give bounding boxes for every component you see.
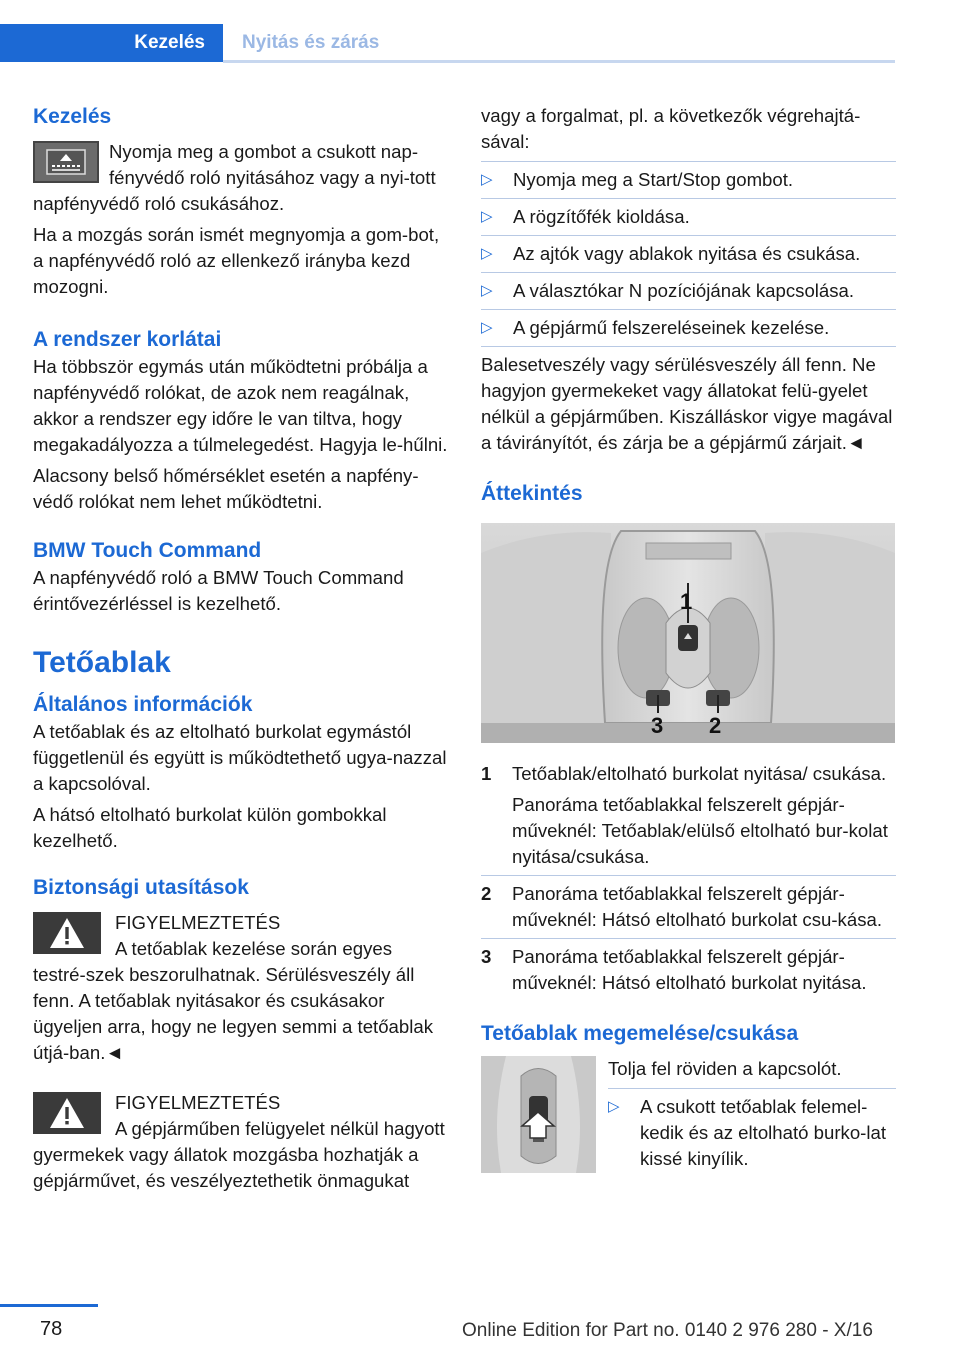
triangle-bullet-icon: ▷ [481, 319, 493, 336]
edition-note: Online Edition for Part no. 0140 2 976 280 - X/16 [462, 1320, 873, 1341]
list-item-text: A rögzítőfék kioldása. [513, 206, 690, 227]
warning-1-text: A tetőablak kezelése során egyes testré‐szek beszorulhatnak. Sérülésveszély áll fenn. A tetőablak nyitásakor és csukásakor ügyeljen arra, hogy ne legyen semmi a tetőablak útjá‐ban.◄ [33, 938, 434, 1063]
biztonsagi-heading: Biztonsági utasítások [33, 876, 249, 899]
megemelese-block [481, 1056, 896, 1173]
altalanos-paragraph-2: A hátsó eltolható burkolat külön gombokkal kezelhető. [33, 804, 387, 851]
item-number: 2 [481, 883, 492, 904]
item-number: 1 [481, 763, 492, 784]
figure-label-1: 1 [680, 589, 693, 614]
warning-block-2 [33, 1090, 448, 1194]
divider [481, 161, 896, 162]
figure-label-3: 3 [651, 713, 664, 738]
triangle-bullet-icon: ▷ [481, 171, 493, 188]
korlatai-heading: A rendszer korlátai [33, 328, 222, 351]
list-item-text: A csukott tetőablak felemel‐kedik és az eltolható burko‐lat kissé kinyílik. [640, 1096, 886, 1169]
touch-command-paragraph: A napfényvédő roló a BMW Touch Command érintővezérléssel is kezelhető. [33, 567, 404, 614]
continued-paragraph-2: Balesetveszély vagy sérülésveszély áll fenn. Ne hagyjon gyermekeket vagy állatokat felü‐gyelet nélkül a gépjárműben. Kiszálláskor vigye magával a távirányítót, és zárja be a gépjármű zárjait.◄ [481, 354, 893, 453]
korlatai-paragraph-2: Alacsony belső hőmérséklet esetén a napfény‐védő rolókat nem lehet működtetni. [33, 465, 419, 512]
item-text: Panoráma tetőablakkal felszerelt gépjár‐műveknél: Tetőablak/elülső eltolható bur‐kolat nyitása/csukása. [512, 794, 888, 867]
divider [481, 309, 896, 310]
divider [481, 198, 896, 199]
altalanos-heading: Általános információk [33, 693, 253, 716]
triangle-bullet-icon: ▷ [481, 208, 493, 225]
warning-triangle-icon [33, 912, 101, 954]
warning-1-title: FIGYELMEZTETÉS [115, 912, 281, 933]
list-item-text: Nyomja meg a Start/Stop gombot. [513, 169, 794, 190]
triangle-bullet-icon: ▷ [481, 245, 493, 262]
continued-paragraph-1: vagy a forgalmat, pl. a következők végrehajtá‐sával: [481, 105, 861, 152]
tab-nyitas-es-zaras[interactable]: Nyitás és zárás [223, 24, 895, 62]
kezeles-paragraph-2: Ha a mozgás során ismét megnyomja a gom‐bot, a napfényvédő roló az ellenkező irányba kezd mozogni. [33, 224, 440, 297]
overhead-console-figure [481, 523, 895, 743]
list-item-text: A választókar N pozíciójának kapcsolása. [513, 280, 855, 301]
divider [481, 346, 896, 347]
tab-kezeles[interactable]: Kezelés [0, 24, 223, 62]
attekintes-heading: Áttekintés [481, 482, 583, 505]
warning-2-text: A gépjárműben felügyelet nélkül hagyott gyermekek vagy állatok mozgásba hozhatják a gépjárművet, és veszélyeztethetik önmagukat [33, 1118, 445, 1191]
warning-triangle-icon [33, 1092, 101, 1134]
list-item [481, 761, 896, 870]
warning-block-1 [33, 910, 448, 1066]
item-text: Panoráma tetőablakkal felszerelt gépjár‐műveknél: Hátsó eltolható burkolat csu‐kása. [512, 883, 882, 930]
figure-label-2: 2 [709, 713, 722, 738]
numbered-list [481, 761, 896, 996]
item-text: Panoráma tetőablakkal felszerelt gépjár‐műveknél: Hátsó eltolható burkolat nyitása. [512, 946, 867, 993]
altalanos-paragraph-1: A tetőablak és az eltolható burkolat egymástól függetlenül és együtt is működtethető ugya‐nazzal a kapcsolóval. [33, 721, 447, 794]
footer-accent-line [0, 1304, 98, 1307]
list-item [481, 944, 896, 996]
touch-command-heading: BMW Touch Command [33, 539, 262, 562]
warning-2-title: FIGYELMEZTETÉS [115, 1092, 281, 1113]
list-item-text: Az ajtók vagy ablakok nyitása és csukása. [513, 243, 861, 264]
roof-switch-figure [481, 1056, 596, 1173]
divider [481, 875, 896, 876]
list-item [608, 1094, 896, 1172]
triangle-bullet-icon: ▷ [481, 282, 493, 299]
header-tabs [0, 24, 895, 62]
megemelese-paragraph: Tolja fel röviden a kapcsolót. [608, 1058, 842, 1079]
divider [481, 938, 896, 939]
list-item [481, 278, 896, 304]
divider [481, 235, 896, 236]
list-item [481, 881, 896, 933]
korlatai-paragraph-1: Ha többször egymás után működtetni próbálja a napfényvédő rolókat, de azok nem reagálnak, akkor a rendszer egy időre le van tiltva, hogy megakadályozza a túlmelegedést. Hagyja le‐hűlni. [33, 356, 448, 455]
list-item-text: A gépjármű felszereléseinek kezelése. [513, 317, 830, 338]
sunshade-button-icon [33, 141, 99, 183]
tetoablak-title: Tetőablak [33, 646, 171, 679]
list-item [481, 241, 896, 267]
megemelese-heading: Tetőablak megemelése/csukása [481, 1022, 799, 1045]
item-number: 3 [481, 946, 492, 967]
list-item [481, 204, 896, 230]
page-number: 78 [40, 1318, 63, 1340]
list-item [481, 167, 896, 193]
left-column [33, 103, 448, 1194]
divider [608, 1088, 896, 1089]
divider [481, 272, 896, 273]
tab-underline [223, 60, 895, 63]
list-item [481, 315, 896, 341]
right-column [481, 103, 896, 1173]
kezeles-paragraph-1: Nyomja meg a gombot a csukott nap‐fényvédő roló nyitásához vagy a nyi‐tott napfényvédő roló csukásához. [33, 141, 436, 214]
triangle-bullet-icon: ▷ [608, 1098, 620, 1115]
item-text: Tetőablak/eltolható burkolat nyitása/ csukása. [512, 763, 887, 784]
kezeles-heading: Kezelés [33, 105, 112, 128]
